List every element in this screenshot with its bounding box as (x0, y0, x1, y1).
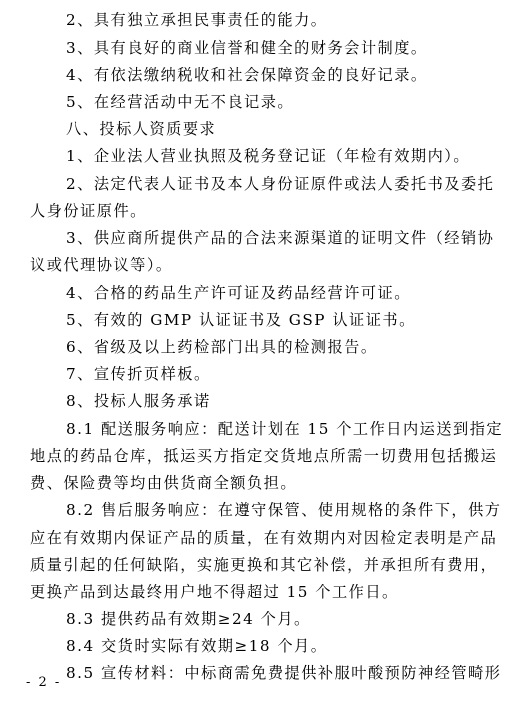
text-line: 费、保险费等均由供货商全额负担。 (30, 474, 297, 492)
text-line: 议或代理协议等）。 (30, 256, 173, 274)
section-heading: 八、投标人资质要求 (66, 120, 217, 138)
text-line: 8.2 售后服务响应：在遵守保管、使用规格的条件下，供方 (66, 501, 502, 519)
text-line: 人身份证原件。 (30, 202, 147, 220)
text-line: 2、具有独立承担民事责任的能力。 (66, 11, 328, 29)
text-line: 8、投标人服务承诺 (66, 392, 211, 410)
text-line: 更换产品到达最终用户地不得超过 15 个工作日。 (30, 583, 399, 601)
text-line: 8.1 配送服务响应：配送计划在 15 个工作日内运送到指定 (66, 420, 504, 438)
text-line: 6、省级及以上药检部门出具的检测报告。 (66, 338, 378, 356)
text-line: 1、企业法人营业执照及税务登记证（年检有效期内）。 (66, 147, 471, 165)
text-line: 2、法定代表人证书及本人身份证原件或法人委托书及委托 (66, 175, 495, 193)
text-line: 8.3 提供药品有效期≥24 个月。 (66, 610, 311, 628)
text-line: 3、具有良好的商业信誉和健全的财务会计制度。 (66, 39, 428, 57)
text-line: 3、供应商所提供产品的合法来源渠道的证明文件（经销协 (66, 229, 495, 247)
text-line: 4、合格的药品生产许可证及药品经营许可证。 (66, 284, 411, 302)
text-line: 7、宣传折页样板。 (66, 365, 211, 383)
text-line: 地点的药品仓库，抵运买方指定交货地点所需一切费用包括搬运 (30, 447, 498, 465)
text-line: 5、有效的 GMP 认证证书及 GSP 认证证书。 (66, 311, 416, 329)
text-line: 4、有依法缴纳税收和社会保障资金的良好记录。 (66, 66, 428, 84)
page-number: - 2 - (26, 675, 62, 690)
text-line: 5、在经营活动中无不良记录。 (66, 93, 295, 111)
text-line: 应在有效期内保证产品的质量，在有效期内对因检定表明是产品 (30, 529, 498, 547)
text-line: 8.5 宣传材料：中标商需免费提供补服叶酸预防神经管畸形 (66, 664, 502, 682)
text-line: 8.4 交货时实际有效期≥18 个月。 (66, 637, 328, 655)
text-line: 质量引起的任何缺陷，实施更换和其它补偿，并承担所有费用， (30, 556, 498, 574)
